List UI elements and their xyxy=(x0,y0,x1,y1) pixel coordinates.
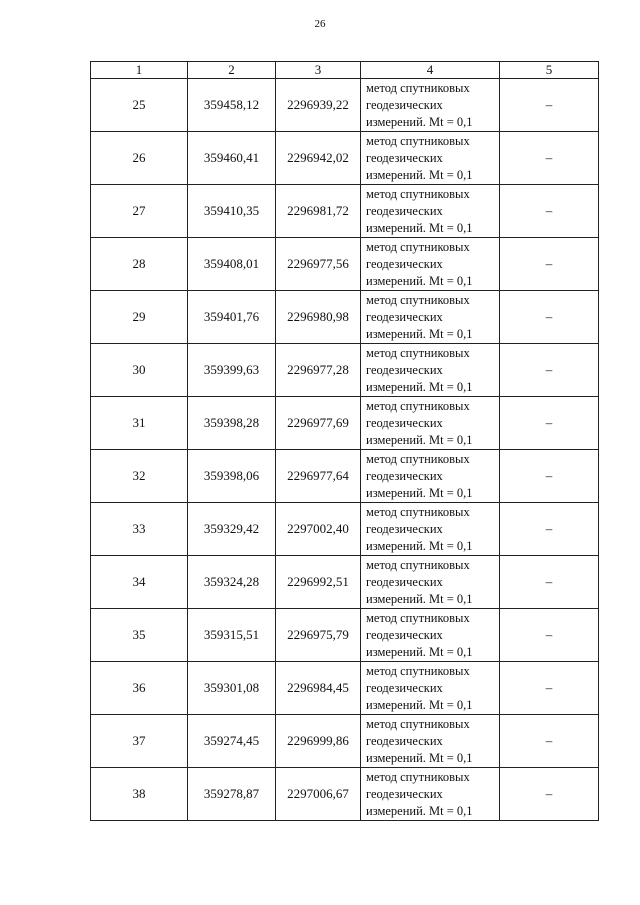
method-line: измерений. Mt = 0,1 xyxy=(366,803,473,818)
method-cell xyxy=(361,768,500,821)
y-coordinate-cell: 2297002,40 xyxy=(276,503,361,556)
note-cell: – xyxy=(500,291,599,344)
method-line: метод спутниковых xyxy=(366,504,470,519)
table-row xyxy=(91,185,599,238)
method-line: измерений. Mt = 0,1 xyxy=(366,379,473,394)
method-cell xyxy=(361,397,500,450)
method-line: метод спутниковых xyxy=(366,345,470,360)
method-line: геодезических xyxy=(366,521,443,536)
point-number-cell: 28 xyxy=(91,238,188,291)
x-coordinate-cell: 359401,76 xyxy=(188,291,276,344)
method-cell xyxy=(361,238,500,291)
note-cell: – xyxy=(500,768,599,821)
method-line: измерений. Mt = 0,1 xyxy=(366,591,473,606)
point-number-cell: 29 xyxy=(91,291,188,344)
note-cell: – xyxy=(500,609,599,662)
method-line: измерений. Mt = 0,1 xyxy=(366,273,473,288)
method-line: геодезических xyxy=(366,203,443,218)
method-line: метод спутниковых xyxy=(366,80,470,95)
method-line: геодезических xyxy=(366,627,443,642)
method-line: метод спутниковых xyxy=(366,557,470,572)
method-line: геодезических xyxy=(366,97,443,112)
method-line: геодезических xyxy=(366,309,443,324)
y-coordinate-cell: 2296980,98 xyxy=(276,291,361,344)
method-line: метод спутниковых xyxy=(366,610,470,625)
y-coordinate-cell: 2296939,22 xyxy=(276,79,361,132)
x-coordinate-cell: 359398,28 xyxy=(188,397,276,450)
method-cell xyxy=(361,609,500,662)
note-cell: – xyxy=(500,503,599,556)
y-coordinate-cell: 2296977,28 xyxy=(276,344,361,397)
table-row xyxy=(91,662,599,715)
point-number-cell: 36 xyxy=(91,662,188,715)
method-cell xyxy=(361,715,500,768)
method-line: измерений. Mt = 0,1 xyxy=(366,538,473,553)
point-number-cell: 34 xyxy=(91,556,188,609)
table-row xyxy=(91,556,599,609)
note-cell: – xyxy=(500,450,599,503)
y-coordinate-cell: 2296975,79 xyxy=(276,609,361,662)
y-coordinate-cell: 2297006,67 xyxy=(276,768,361,821)
x-coordinate-cell: 359278,87 xyxy=(188,768,276,821)
method-cell xyxy=(361,556,500,609)
note-cell: – xyxy=(500,662,599,715)
note-cell: – xyxy=(500,715,599,768)
header-col-4: 4 xyxy=(361,62,500,79)
x-coordinate-cell: 359458,12 xyxy=(188,79,276,132)
note-cell: – xyxy=(500,132,599,185)
method-cell xyxy=(361,344,500,397)
y-coordinate-cell: 2296977,64 xyxy=(276,450,361,503)
header-col-5: 5 xyxy=(500,62,599,79)
x-coordinate-cell: 359324,28 xyxy=(188,556,276,609)
method-line: измерений. Mt = 0,1 xyxy=(366,697,473,712)
x-coordinate-cell: 359329,42 xyxy=(188,503,276,556)
point-number-cell: 25 xyxy=(91,79,188,132)
note-cell: – xyxy=(500,238,599,291)
method-line: измерений. Mt = 0,1 xyxy=(366,644,473,659)
note-cell: – xyxy=(500,79,599,132)
method-line: метод спутниковых xyxy=(366,186,470,201)
method-line: геодезических xyxy=(366,786,443,801)
header-col-1: 1 xyxy=(91,62,188,79)
method-line: метод спутниковых xyxy=(366,716,470,731)
method-line: измерений. Mt = 0,1 xyxy=(366,220,473,235)
method-line: метод спутниковых xyxy=(366,398,470,413)
method-line: измерений. Mt = 0,1 xyxy=(366,326,473,341)
method-line: метод спутниковых xyxy=(366,133,470,148)
method-line: измерений. Mt = 0,1 xyxy=(366,485,473,500)
table-row xyxy=(91,291,599,344)
method-line: геодезических xyxy=(366,150,443,165)
point-number-cell: 38 xyxy=(91,768,188,821)
x-coordinate-cell: 359274,45 xyxy=(188,715,276,768)
point-number-cell: 37 xyxy=(91,715,188,768)
note-cell: – xyxy=(500,556,599,609)
method-line: геодезических xyxy=(366,415,443,430)
y-coordinate-cell: 2296984,45 xyxy=(276,662,361,715)
point-number-cell: 31 xyxy=(91,397,188,450)
x-coordinate-cell: 359399,63 xyxy=(188,344,276,397)
method-cell xyxy=(361,503,500,556)
x-coordinate-cell: 359410,35 xyxy=(188,185,276,238)
y-coordinate-cell: 2296981,72 xyxy=(276,185,361,238)
method-line: геодезических xyxy=(366,733,443,748)
y-coordinate-cell: 2296942,02 xyxy=(276,132,361,185)
table-row xyxy=(91,450,599,503)
method-line: метод спутниковых xyxy=(366,292,470,307)
table-row xyxy=(91,397,599,450)
method-line: геодезических xyxy=(366,680,443,695)
page-number: 26 xyxy=(314,18,326,30)
point-number-cell: 30 xyxy=(91,344,188,397)
x-coordinate-cell: 359315,51 xyxy=(188,609,276,662)
point-number-cell: 32 xyxy=(91,450,188,503)
note-cell: – xyxy=(500,397,599,450)
method-line: измерений. Mt = 0,1 xyxy=(366,114,473,129)
table-row xyxy=(91,715,599,768)
y-coordinate-cell: 2296999,86 xyxy=(276,715,361,768)
method-cell xyxy=(361,79,500,132)
x-coordinate-cell: 359301,08 xyxy=(188,662,276,715)
method-line: метод спутниковых xyxy=(366,769,470,784)
method-cell xyxy=(361,132,500,185)
method-line: метод спутниковых xyxy=(366,451,470,466)
method-line: геодезических xyxy=(366,574,443,589)
method-cell xyxy=(361,450,500,503)
header-row xyxy=(91,62,599,79)
method-line: измерений. Mt = 0,1 xyxy=(366,750,473,765)
table-body xyxy=(91,79,599,821)
y-coordinate-cell: 2296977,69 xyxy=(276,397,361,450)
table-row xyxy=(91,609,599,662)
method-line: измерений. Mt = 0,1 xyxy=(366,432,473,447)
method-cell xyxy=(361,185,500,238)
header-col-3: 3 xyxy=(276,62,361,79)
method-line: измерений. Mt = 0,1 xyxy=(366,167,473,182)
table-row xyxy=(91,79,599,132)
method-line: геодезических xyxy=(366,256,443,271)
method-cell xyxy=(361,291,500,344)
y-coordinate-cell: 2296977,56 xyxy=(276,238,361,291)
note-cell: – xyxy=(500,344,599,397)
table-header xyxy=(91,62,599,79)
table-row xyxy=(91,768,599,821)
x-coordinate-cell: 359398,06 xyxy=(188,450,276,503)
method-line: геодезических xyxy=(366,362,443,377)
table-row xyxy=(91,344,599,397)
table-row xyxy=(91,503,599,556)
table-row xyxy=(91,132,599,185)
header-col-2: 2 xyxy=(188,62,276,79)
point-number-cell: 35 xyxy=(91,609,188,662)
method-line: метод спутниковых xyxy=(366,663,470,678)
method-line: геодезических xyxy=(366,468,443,483)
note-cell: – xyxy=(500,185,599,238)
method-line: метод спутниковых xyxy=(366,239,470,254)
point-number-cell: 27 xyxy=(91,185,188,238)
point-number-cell: 26 xyxy=(91,132,188,185)
y-coordinate-cell: 2296992,51 xyxy=(276,556,361,609)
x-coordinate-cell: 359408,01 xyxy=(188,238,276,291)
x-coordinate-cell: 359460,41 xyxy=(188,132,276,185)
method-cell xyxy=(361,662,500,715)
coordinates-table xyxy=(90,61,599,821)
point-number-cell: 33 xyxy=(91,503,188,556)
table-row xyxy=(91,238,599,291)
